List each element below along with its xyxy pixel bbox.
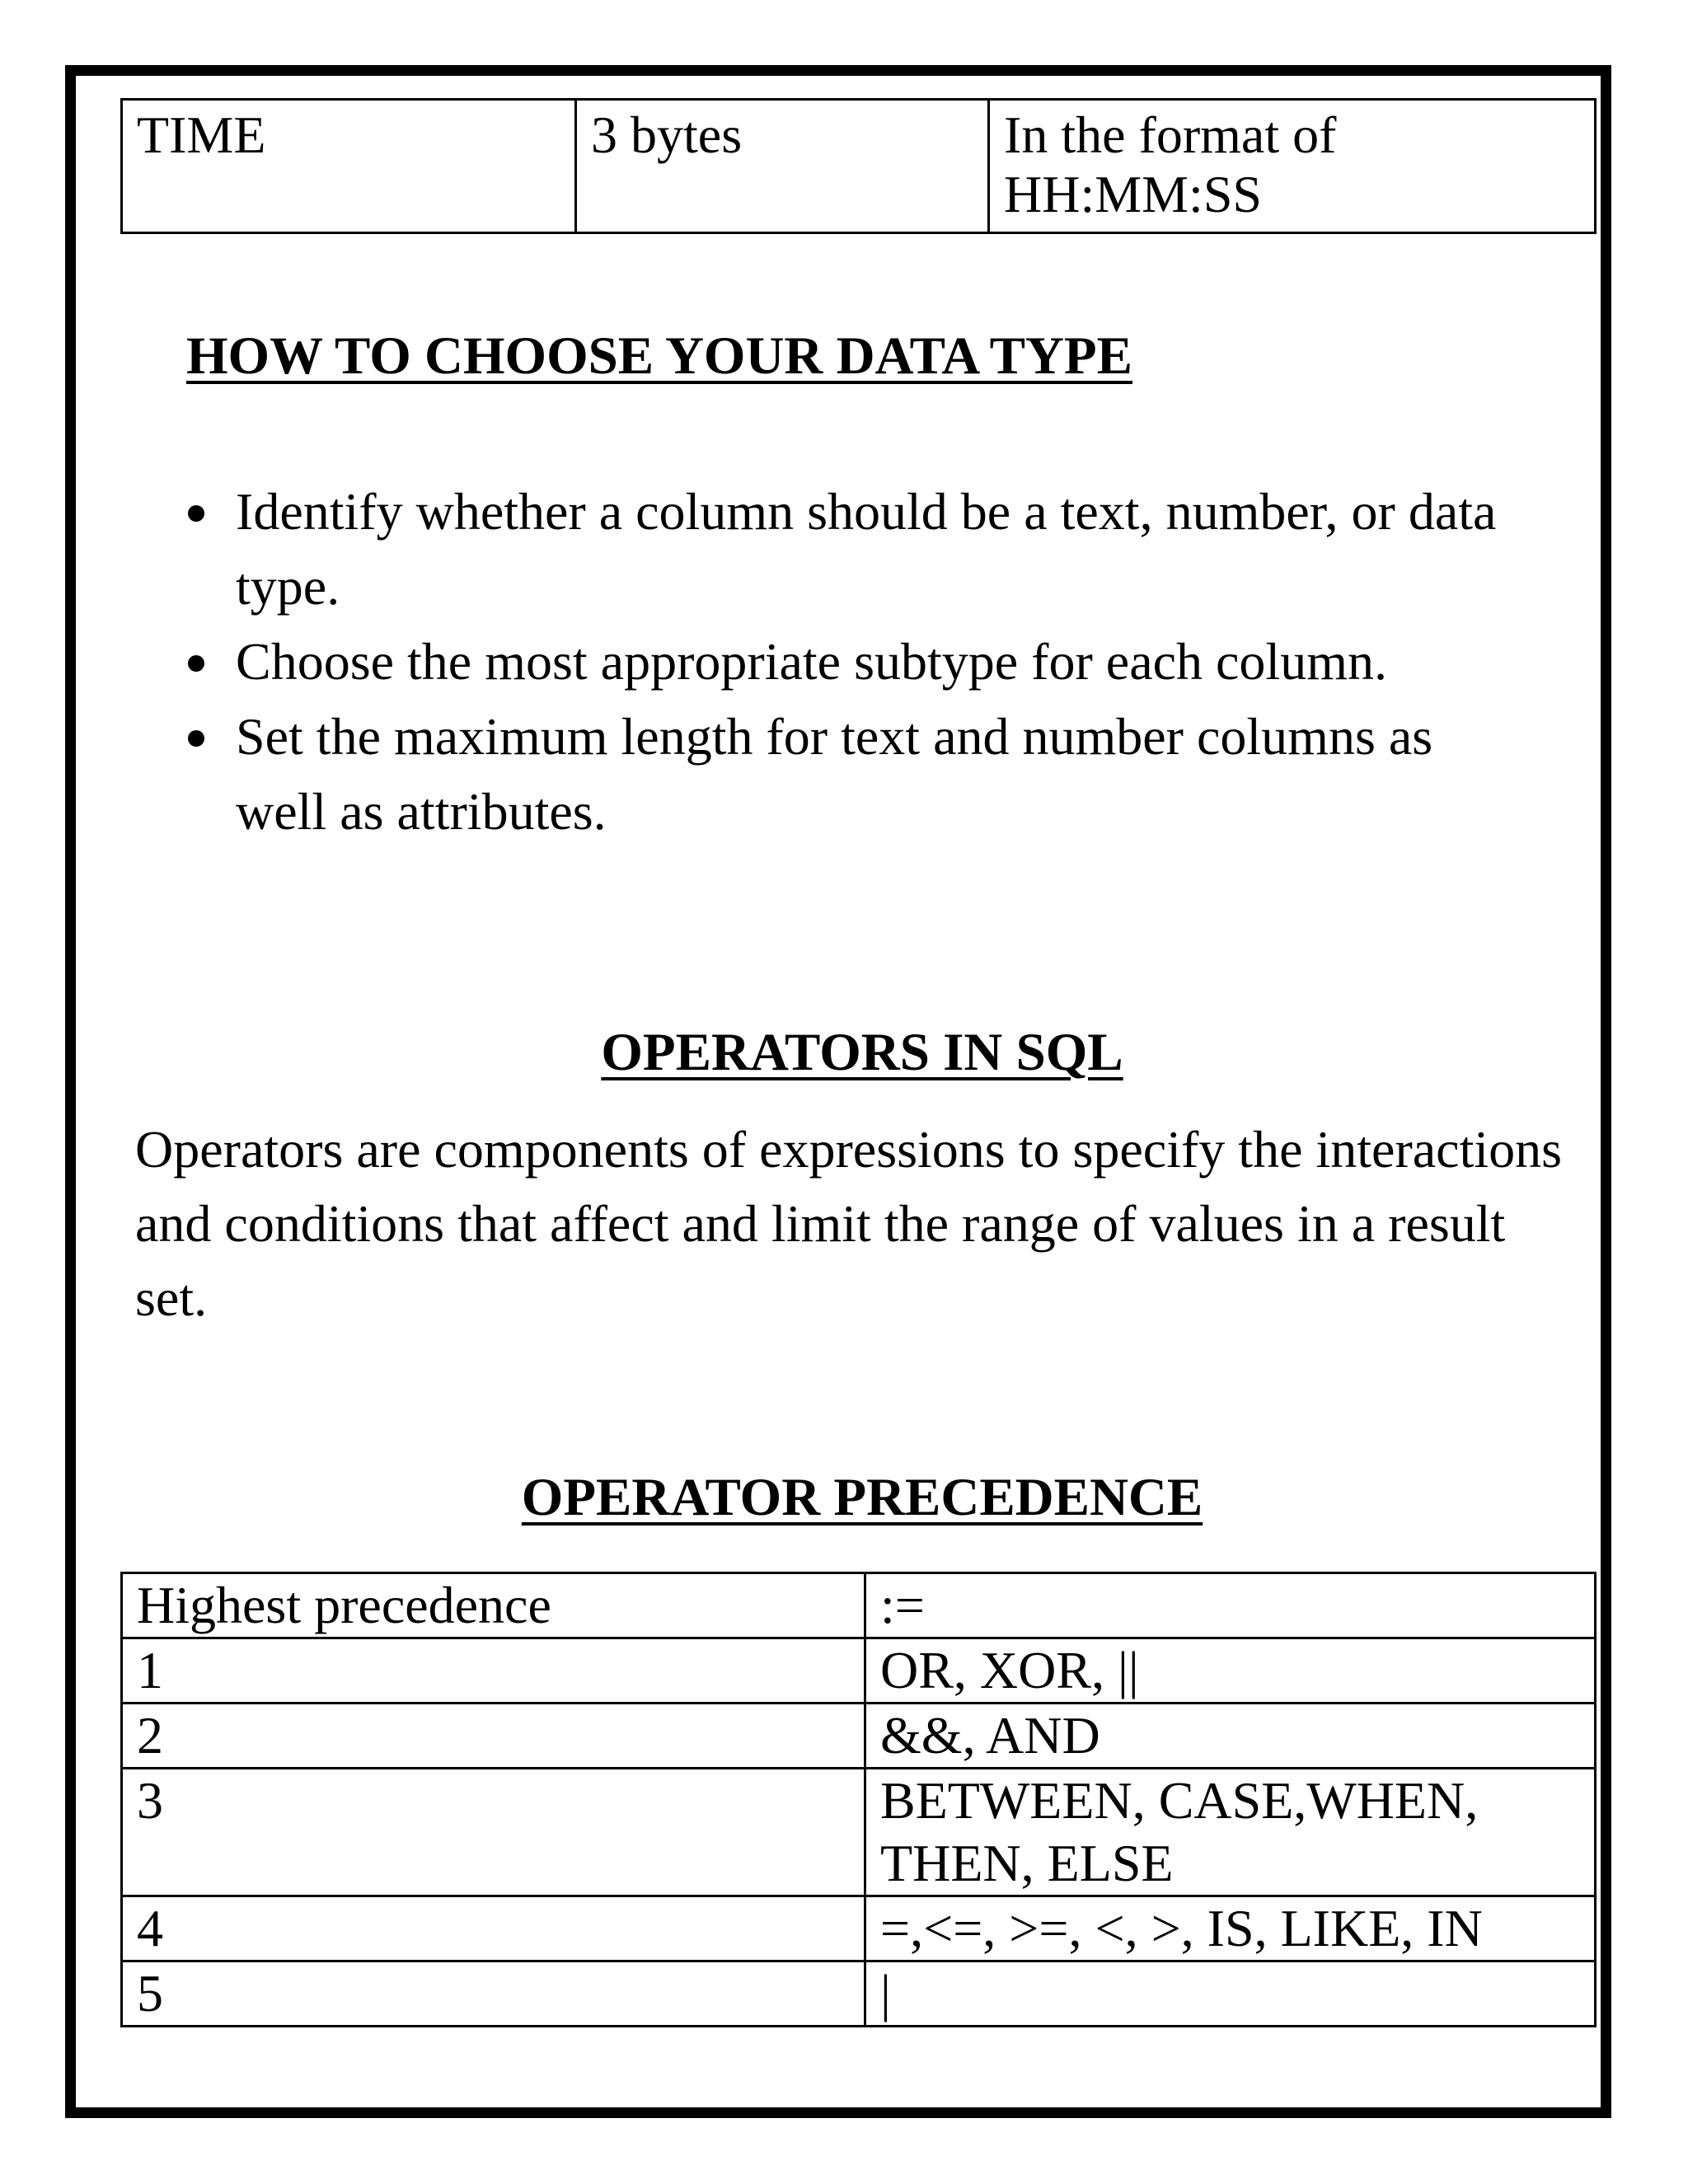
table-row [122, 1704, 1596, 1769]
precedence-table [120, 1572, 1597, 2027]
section-heading-precedence: OPERATOR PRECEDENCE [521, 1468, 1203, 1527]
table-cell-type: TIME [122, 100, 576, 233]
precedence-operators: &&, AND [865, 1704, 1596, 1769]
bullet-icon [188, 505, 204, 522]
precedence-level: Highest precedence [122, 1573, 865, 1638]
bullet-icon [188, 655, 204, 672]
precedence-level: 4 [122, 1896, 865, 1961]
data-type-table [120, 98, 1597, 234]
table-row [122, 1638, 1596, 1704]
precedence-operators: OR, XOR, || [865, 1638, 1596, 1704]
precedence-operators: =,<=, >=, <, >, IS, LIKE, IN [865, 1896, 1596, 1961]
precedence-level: 5 [122, 1961, 865, 2027]
table-cell-size: 3 bytes [576, 100, 989, 233]
list-item-text: Choose the most appropriate subtype for each column. [236, 632, 1387, 691]
operators-paragraph: Operators are components of expressions to specify the interactions and conditions that affect and limit the range of values in a result set. [135, 1120, 1563, 1327]
precedence-operators: := [865, 1573, 1596, 1638]
table-row [122, 1573, 1596, 1638]
precedence-level: 3 [122, 1769, 865, 1896]
list-item-text: Set the maximum length for text and number columns as well as attributes. [236, 707, 1433, 841]
precedence-operators: | [865, 1961, 1596, 2027]
table-row [122, 100, 1596, 233]
table-row [122, 1896, 1596, 1961]
precedence-level: 2 [122, 1704, 865, 1769]
table-row [122, 1769, 1596, 1896]
list-item [181, 474, 1566, 624]
section-heading-operators: OPERATORS IN SQL [601, 1023, 1123, 1082]
table-row [122, 1961, 1596, 2027]
precedence-operators: BETWEEN, CASE,WHEN, THEN, ELSE [865, 1769, 1596, 1896]
list-item [181, 624, 1566, 699]
bullet-icon [188, 730, 204, 747]
section-heading-choose-data-type: HOW TO CHOOSE YOUR DATA TYPE [186, 326, 1132, 386]
precedence-level: 1 [122, 1638, 865, 1704]
list-item [181, 699, 1566, 849]
table-cell-description: In the format of HH:MM:SS [989, 100, 1596, 233]
list-item-text: Identify whether a column should be a text, number, or data type. [236, 482, 1497, 616]
bullet-list [181, 474, 1566, 849]
